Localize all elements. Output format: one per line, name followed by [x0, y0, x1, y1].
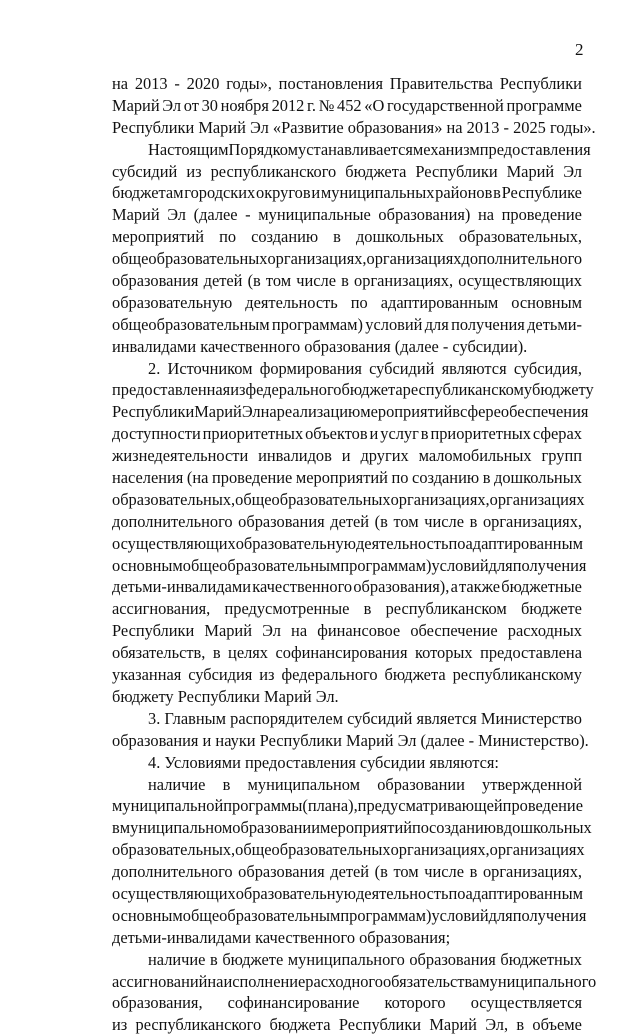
word: программе	[506, 95, 582, 115]
word: формирования	[259, 358, 362, 378]
text-line	[112, 949, 582, 971]
word: годы»,	[226, 74, 272, 93]
word: в	[112, 818, 120, 838]
word: организациях,	[390, 840, 490, 860]
word: условий	[431, 555, 489, 575]
word: по	[448, 883, 466, 903]
text-line	[112, 182, 582, 204]
word: в	[333, 227, 341, 247]
text-line	[112, 204, 582, 226]
word: по	[219, 227, 237, 247]
word: услуг	[380, 424, 419, 444]
word: в	[341, 271, 349, 291]
word: детей	[330, 862, 370, 882]
word: бюджете	[222, 949, 284, 969]
word: обязательства	[382, 971, 480, 991]
word: приоритетных	[430, 424, 531, 444]
word: республиканскому	[452, 665, 582, 685]
word: основным	[112, 905, 183, 925]
word: проведение	[502, 796, 583, 816]
word: на	[260, 402, 277, 422]
word: общеобразовательных	[235, 840, 391, 860]
word: детьми-инвалидами	[112, 577, 252, 597]
text-line	[112, 620, 582, 642]
word: организациях,	[267, 249, 367, 269]
word: бюджетных	[500, 949, 582, 969]
word: федерального	[281, 665, 378, 685]
word: Республики	[112, 402, 195, 422]
word: (на	[186, 468, 209, 488]
word: бюджетные	[501, 577, 582, 597]
word: объектов	[305, 424, 368, 444]
word: бюджетам	[112, 183, 184, 203]
word: деятельность	[355, 883, 449, 903]
word: республиканского	[135, 1015, 262, 1035]
word: жизнедеятельности	[112, 446, 249, 466]
word: расходных	[507, 621, 582, 641]
word: для	[488, 555, 513, 575]
word: из	[112, 1015, 128, 1035]
word: образовательных,	[458, 227, 582, 247]
word: на	[291, 621, 308, 641]
word: маломобильных	[418, 446, 532, 466]
word: бюджета	[269, 1015, 331, 1035]
word: субсидия	[188, 665, 253, 685]
word: получения	[451, 314, 525, 334]
word: населения	[112, 468, 184, 488]
word: образовательную	[112, 292, 233, 312]
text-line	[112, 95, 582, 117]
word: Настоящим	[148, 139, 229, 159]
word: 2013	[134, 74, 168, 93]
word: Эл	[162, 95, 182, 115]
word: осуществляющих	[458, 271, 582, 291]
word: -	[245, 205, 251, 225]
word: общеобразовательных	[112, 249, 268, 269]
word: инвалидов	[258, 446, 332, 466]
word: субсидий	[112, 161, 178, 181]
word: осуществляющих	[112, 883, 236, 903]
word: городских	[184, 183, 256, 203]
word: образовательную	[235, 533, 356, 553]
word: 2020	[186, 74, 220, 93]
word: 3.	[148, 708, 161, 728]
word: образовательную	[235, 883, 356, 903]
word: и	[311, 183, 321, 203]
word: образовательных,	[112, 840, 236, 860]
word: финансовое	[317, 621, 401, 641]
text-line	[112, 248, 582, 270]
word: и	[341, 446, 351, 466]
text-line	[112, 576, 582, 598]
word: предоставления	[479, 139, 591, 159]
word: в	[482, 468, 491, 488]
word: бюджета	[341, 380, 403, 400]
word: Эл	[167, 205, 186, 225]
word: мероприятий	[112, 227, 205, 247]
word: обеспечения	[500, 402, 589, 422]
word: основным	[511, 292, 582, 312]
word: республиканского	[210, 161, 337, 181]
word: организациях,	[482, 862, 582, 882]
word: обеспечение	[410, 621, 498, 641]
word: распорядителем	[230, 708, 343, 728]
word: механизм	[412, 139, 480, 159]
word: дошкольных	[494, 468, 582, 488]
word: от	[183, 95, 199, 115]
text-line	[112, 664, 582, 686]
word: муниципальном	[119, 818, 233, 838]
word: Главным	[164, 708, 227, 728]
word: дошкольных	[355, 227, 444, 247]
word: субсидия,	[513, 358, 582, 378]
word: округов	[256, 183, 311, 203]
word: муниципальные	[258, 205, 371, 225]
word: осуществляющих	[112, 533, 236, 553]
text-line	[112, 992, 582, 1014]
word: организациях	[366, 249, 462, 269]
word: числе	[424, 862, 464, 882]
word: муниципальном	[247, 774, 361, 794]
word: дополнительного	[461, 249, 583, 269]
word: Эл	[241, 402, 261, 422]
word: деятельность	[355, 533, 449, 553]
word: республиканском	[385, 599, 507, 619]
word: Марий	[112, 205, 160, 225]
page-number: 2	[575, 40, 584, 59]
word: образования,	[112, 993, 203, 1013]
word: образования)	[378, 205, 471, 225]
text-line	[112, 905, 587, 927]
word: мероприятий	[319, 818, 413, 838]
word: предусматривающей	[357, 796, 503, 816]
word: по	[448, 533, 466, 553]
word: организациях,	[482, 511, 582, 531]
word: предоставленная	[112, 380, 231, 400]
word: дополнительного	[112, 511, 233, 531]
word: 2012	[271, 95, 305, 115]
word: бюджета	[345, 161, 407, 181]
word: Источником	[167, 358, 253, 378]
word: приоритетных	[202, 424, 304, 444]
word: Марий	[204, 621, 252, 641]
word: г.	[307, 95, 317, 115]
word: образования	[238, 511, 325, 531]
word: (в	[247, 271, 261, 291]
text-line	[112, 971, 597, 993]
text-line	[112, 795, 582, 817]
word: качественного	[252, 577, 353, 597]
word: осуществляется	[470, 993, 582, 1013]
word: предоставлена	[480, 643, 582, 663]
word: в	[493, 183, 501, 203]
text-line	[112, 708, 582, 730]
word: субсидий	[347, 708, 413, 728]
word: образовании	[377, 774, 465, 794]
word: 452	[337, 95, 362, 115]
word: образовательных,	[112, 489, 236, 509]
word: числе	[424, 511, 464, 531]
word: Республики	[338, 1015, 422, 1035]
word: исполнение	[223, 971, 306, 991]
text-line	[112, 817, 592, 839]
word: Марий	[112, 95, 160, 115]
word: в	[516, 1015, 525, 1035]
text-line	[112, 270, 582, 292]
word: в	[469, 862, 478, 882]
word: предусмотренные	[224, 599, 350, 619]
word: условий	[365, 314, 423, 334]
word: 2.	[148, 358, 161, 378]
word: созданию	[251, 227, 319, 247]
word: созданию	[428, 818, 497, 838]
word: образования	[112, 271, 199, 291]
word: доступности	[112, 424, 201, 444]
word: мероприятий	[360, 402, 453, 422]
word: также	[459, 577, 501, 597]
word: получения	[512, 555, 587, 575]
word: адаптированным	[465, 533, 583, 553]
word: в	[420, 424, 429, 444]
word: организациях	[489, 840, 585, 860]
word: организациях	[489, 489, 585, 509]
word: федерального	[245, 380, 342, 400]
word: которого	[384, 993, 446, 1013]
word: адаптированным	[380, 292, 499, 312]
word: программам)	[340, 555, 432, 575]
word: мероприятий	[295, 468, 388, 488]
text-line	[112, 445, 582, 467]
text-line	[112, 73, 582, 95]
word: на	[477, 205, 494, 225]
word: по	[391, 468, 409, 488]
word: других	[360, 446, 409, 466]
word: реализацию	[276, 402, 361, 422]
text-line	[112, 292, 582, 314]
text-line	[112, 774, 582, 796]
word: образования),	[353, 577, 450, 597]
word: получения	[512, 905, 587, 925]
text-line: инвалидами качественного образования (далее - субсидии).	[112, 336, 528, 356]
word: программы	[223, 796, 303, 816]
word: из	[230, 380, 246, 400]
word: и	[369, 424, 379, 444]
word: для	[424, 314, 449, 334]
word: общеобразовательных	[235, 489, 391, 509]
word: муниципального	[287, 949, 405, 969]
text-line	[112, 642, 582, 664]
word: сферах	[532, 424, 582, 444]
text-line	[112, 314, 582, 336]
text-line	[112, 598, 582, 620]
word: Министерство	[480, 708, 582, 728]
word: районов	[435, 183, 493, 203]
word: в	[212, 643, 221, 663]
word: ассигнований	[112, 971, 208, 991]
word: муниципальной	[112, 796, 224, 816]
word: Марий	[194, 402, 242, 422]
word: которых	[414, 643, 473, 663]
text-line	[112, 489, 585, 511]
word: Республики	[415, 161, 498, 181]
word: Республики	[112, 621, 195, 641]
word: из	[259, 665, 275, 685]
word: организациях,	[390, 489, 490, 509]
word: образовании	[232, 818, 320, 838]
word: том	[265, 271, 292, 291]
text-line	[112, 839, 585, 861]
text-line: Республики Марий Эл «Развитие образования» на 2013 - 2025 годы».	[112, 117, 596, 137]
word: №	[318, 95, 335, 115]
word: программам)	[271, 314, 364, 334]
word: целях	[228, 643, 269, 663]
text-line	[112, 401, 589, 423]
text-line	[112, 533, 582, 555]
word: субсидий	[369, 358, 435, 378]
word: объеме	[532, 1015, 582, 1035]
word: Марий	[429, 1015, 477, 1035]
word: республиканскому	[402, 380, 533, 400]
text-line	[112, 379, 594, 401]
word: Порядком	[228, 139, 299, 159]
word: из	[186, 161, 202, 181]
word: в	[363, 599, 372, 619]
word: числе	[296, 271, 337, 291]
word: бюджету	[532, 380, 594, 400]
word: указанная	[112, 665, 182, 685]
text-line: образования и науки Республики Марий Эл (далее - Министерство).	[112, 730, 589, 750]
word: муниципального	[479, 971, 597, 991]
document-body	[112, 73, 597, 1036]
word: образования	[238, 862, 325, 882]
word: Правительства	[389, 74, 493, 93]
text-line	[112, 555, 587, 577]
text-line	[112, 423, 582, 445]
word: проведение	[212, 468, 293, 488]
word: муниципальных	[320, 183, 435, 203]
word: общеобразовательным	[182, 905, 341, 925]
word: в	[210, 949, 218, 969]
word: Эл,	[485, 1015, 509, 1035]
word: основным	[112, 555, 183, 575]
word: а	[450, 577, 458, 597]
word: обязательств,	[112, 643, 206, 663]
word: общеобразовательным	[112, 314, 270, 334]
text-line	[112, 358, 582, 380]
word: том	[393, 862, 419, 882]
word: ассигнования,	[112, 599, 211, 619]
word: дополнительного	[112, 862, 233, 882]
word: является	[416, 708, 477, 728]
text-line	[112, 861, 582, 883]
text-line	[112, 467, 582, 489]
word: бюджете	[521, 599, 582, 619]
word: детей	[330, 511, 370, 531]
word: (в	[374, 862, 388, 882]
word: программам)	[340, 905, 432, 925]
word: сфере	[460, 402, 501, 422]
word: постановления	[278, 74, 383, 93]
word: том	[393, 511, 419, 531]
word: (в	[374, 511, 388, 531]
word: бюджета	[384, 665, 446, 685]
word: детьми-	[527, 314, 582, 334]
word: на	[112, 74, 129, 93]
text-line	[112, 161, 582, 183]
word: 30	[201, 95, 218, 115]
word: утвержденной	[482, 774, 582, 794]
word: в	[496, 818, 504, 838]
word: наличие	[148, 949, 206, 969]
word: для	[488, 905, 513, 925]
text-line: 4. Условиями предоставления субсидии являются:	[148, 752, 499, 772]
word: в	[469, 511, 478, 531]
word: детей	[203, 271, 243, 291]
word: государственной	[386, 95, 504, 115]
word: Эл	[563, 161, 582, 181]
text-line	[112, 883, 582, 905]
word: адаптированным	[465, 883, 583, 903]
word: расходного	[305, 971, 383, 991]
word: являются	[441, 358, 507, 378]
word: на	[207, 971, 224, 991]
text-line	[112, 1014, 582, 1036]
word: созданию	[412, 468, 480, 488]
word: организациях,	[354, 271, 454, 291]
word: дошкольных	[503, 818, 592, 838]
word: по	[350, 292, 368, 312]
word: ноября	[220, 95, 269, 115]
text-line: бюджету Республики Марий Эл.	[112, 686, 339, 706]
word: -	[174, 74, 180, 93]
word: (далее	[193, 205, 238, 225]
word: в	[452, 402, 461, 422]
word: Республики	[499, 74, 582, 93]
word: «О	[364, 95, 385, 115]
text-line	[112, 511, 582, 533]
word: наличие	[148, 774, 206, 794]
text-line: детьми-инвалидами качественного образования;	[112, 927, 451, 947]
word: общеобразовательным	[182, 555, 341, 575]
word: софинансирование	[227, 993, 360, 1013]
word: условий	[431, 905, 489, 925]
word: групп	[541, 446, 582, 466]
word: Республике	[501, 183, 582, 203]
word: по	[412, 818, 429, 838]
word: образования	[409, 949, 496, 969]
word: Эл	[262, 621, 281, 641]
word: проведение	[501, 205, 582, 225]
word: в	[222, 774, 231, 794]
text-line	[112, 139, 591, 161]
word: устанавливается	[298, 139, 413, 159]
word: (плана),	[302, 796, 358, 816]
word: деятельность	[245, 292, 338, 312]
text-line	[112, 226, 582, 248]
word: Марий	[506, 161, 555, 181]
word: софинансирования	[275, 643, 408, 663]
